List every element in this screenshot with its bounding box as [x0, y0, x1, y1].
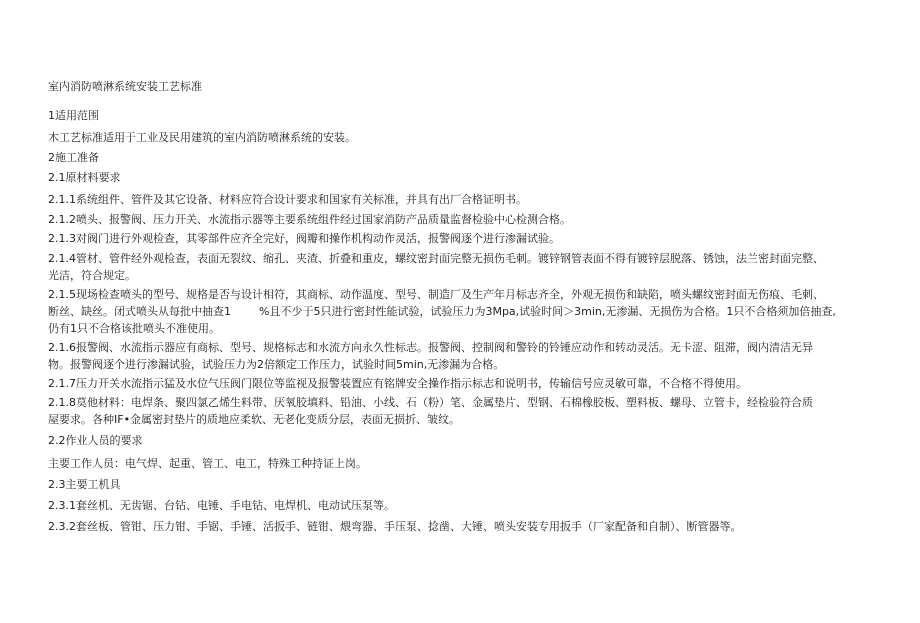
paragraph-2-1-8-line-1: 2.1.8莫他材料：电焊条、聚四氯乙烯生料带、厌氧胶填料、铅油、小线、石（粉）笔、金属垫片、型钢、石棉橡胶板、塑料板、螺母、立管卡，经检验符合质 [48, 396, 813, 409]
paragraph-2-1-2: 2.1.2喷头、报警阀、压力开关、水流指示器等主要系统组件经过国家消防产品质量监督检验中心检测合格。 [48, 213, 571, 226]
section-2-2-body: 主要工作人员：电气焊、起重、管工、电工，特殊工种持证上岗。 [48, 457, 367, 470]
paragraph-2-3-1: 2.3.1套丝机、无齿锯、台钻、电锤、手电钻、电焊机、电动试压泵等。 [48, 499, 395, 512]
paragraph-2-1-7: 2.1.7压力开关水流指示猛及水位气压阀门限位等监视及报警装置应有铭牌安全操作指示标志和说明书，传输信号应灵敏可靠，不合格不得使用。 [48, 377, 747, 390]
paragraph-2-1-5-line-2 [48, 305, 878, 319]
paragraph-2-1-1: 2.1.1系统组件、管件及其它设备、材料应符合设计要求和国家有关标准，并具有出厂合格证明书。 [48, 193, 527, 206]
section-2-2-heading: 2.2作业人员的要求 [48, 434, 143, 447]
section-1-heading: 1适用范围 [48, 109, 99, 122]
section-2-heading: 2施工准备 [48, 151, 99, 164]
paragraph-2-1-4-line-2: 光洁，符合规定。 [48, 269, 136, 282]
section-2-3-heading: 2.3主要工机具 [48, 478, 121, 491]
document-title: 室内消防喷淋系统安装工艺标准 [48, 80, 202, 93]
paragraph-2-3-2: 2.3.2套丝板、管钳、压力钳、手锯、手锤、活扳手、链钳、煨弯器、手压泵、捻凿、大锤、喷头安装专用扳手（厂家配备和自制）、断管器等。 [48, 520, 742, 533]
paragraph-2-1-6-line-2: 物。报警阀逐个进行渗漏试验，试验压力为2倍额定工作压力，试验时间5min,无渗漏为合格。 [48, 358, 505, 371]
paragraph-2-1-8-line-2: 屋要求。各种IF•金属密封垫片的质地应柔软、无老化变质分层，表面无损折、皱纹。 [48, 413, 461, 426]
paragraph-2-1-5-line-3: 仍有1只不合格该批喷头不准使用。 [48, 322, 220, 335]
section-2-1-heading: 2.1原材料要求 [48, 171, 121, 184]
paragraph-2-1-5-line-1: 2.1.5现场检查喷头的型号、规格是否与设计相符，其商标、动作温度、型号、制造厂及生产年月标志齐全，外观无损伤和缺陷，喷头螺纹密封面无伤痕、毛刺、 [48, 288, 824, 301]
section-1-body: 木工艺标准适用于工业及民用建筑的室内消防喷淋系统的安装。 [48, 131, 356, 144]
paragraph-2-1-3: 2.1.3对阀门进行外观检查，其零部件应齐全完好，阀瓣和操作机构动作灵活，报警阀逐个进行渗漏试验。 [48, 232, 560, 245]
paragraph-2-1-4-line-1: 2.1.4管材、管件经外观检查，表面无裂纹、缩孔、夹渣、折叠和重皮，螺纹密封面完整无损伤毛刺。镀锌钢管表面不得有镀锌层脱落、锈蚀，法兰密封面完整、 [48, 252, 824, 265]
paragraph-2-1-5-line-2-part-b: %且不少于5只进行密封性能试验，试验压力为3Mpa,试验时间＞3min,无渗漏、无损伤为合格。1只不合格须加倍抽查, [259, 305, 836, 318]
paragraph-2-1-5-line-2-part-a: 断丝、缺丝。闭式喷头从每批中抽查1 [48, 305, 231, 318]
paragraph-2-1-6-line-1: 2.1.6报警阀、水流指示器应有商标、型号、规格标志和水流方向永久性标志。报警阀、控制阀和警铃的铃锤应动作和转动灵活。无卡涩、阻滞，阀内清洁无异 [48, 341, 813, 354]
